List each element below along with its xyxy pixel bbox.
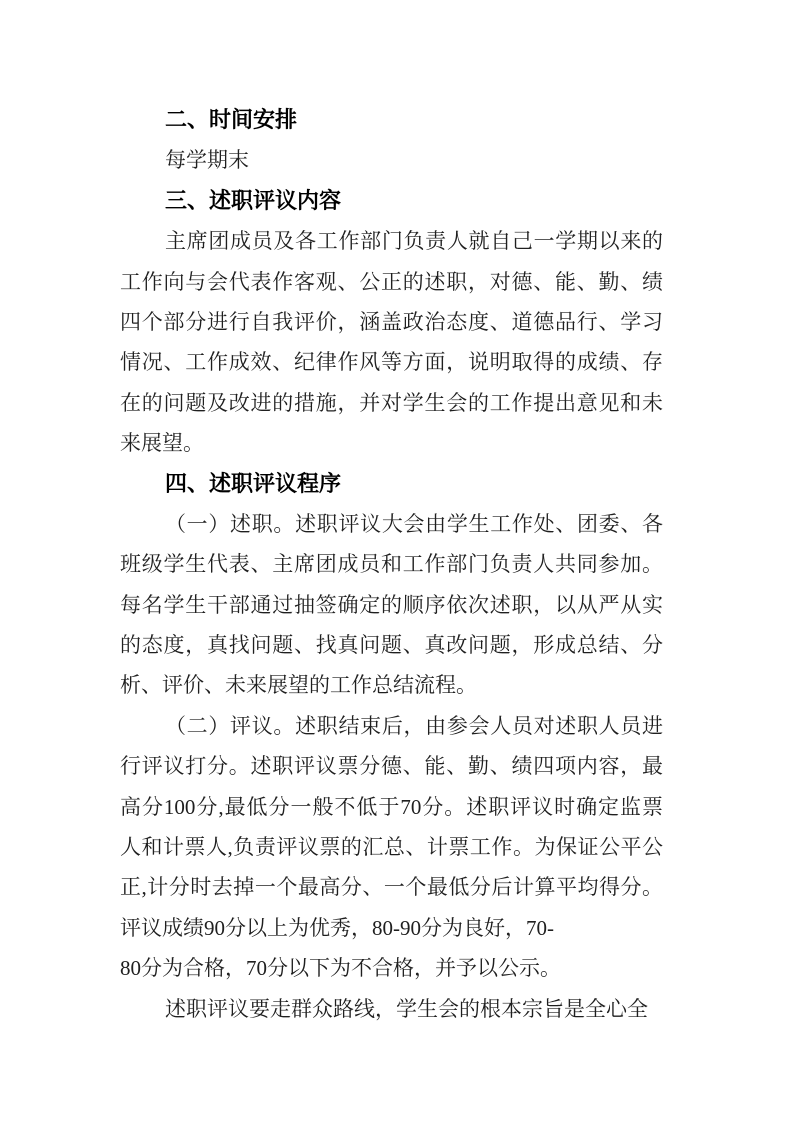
text-line: 正,计分时去掉一个最高分、一个最低分后计算平均得分。 (120, 875, 663, 900)
text-line: 在的问题及改进的措施，并对学生会的工作提出意见和未 (120, 390, 663, 415)
text-line: （一）述职。述职评议大会由学生工作处、团委、各 (165, 511, 663, 536)
text-line: 来展望。 (120, 431, 204, 456)
text-line: 四个部分进行自我评价，涵盖政治态度、道德品行、学习 (120, 309, 663, 334)
text-line: 述职评议要走群众路线，学生会的根本宗旨是全心全 (165, 996, 648, 1021)
text-line: 的态度，真找问题、找真问题、真改问题，形成总结、分 (120, 633, 663, 658)
text-line: 人和计票人,负责评议票的汇总、计票工作。为保证公平公 (120, 835, 663, 860)
section-heading: 四、述职评议程序 (165, 470, 342, 496)
text-line: 析、评价、未来展望的工作总结流程。 (120, 673, 477, 698)
text-line: 80分为合格，70分以下为不合格，并予以公示。 (120, 956, 561, 981)
text-line: 行评议打分。述职评议票分德、能、勤、绩四项内容，最 (120, 754, 663, 779)
text-line: 每学期末 (165, 148, 249, 173)
text-line: （二）评议。述职结束后，由参会人员对述职人员进 (165, 713, 663, 738)
section-heading: 三、述职评议内容 (165, 187, 342, 213)
text-line: 每名学生干部通过抽签确定的顺序依次述职，以从严从实 (120, 592, 663, 617)
section-heading: 二、时间安排 (165, 107, 298, 132)
text-line: 高分100分,最低分一般不低于70分。述职评议时确定监票 (120, 794, 663, 819)
text-line: 主席团成员及各工作部门负责人就自己一学期以来的 (165, 229, 663, 254)
text-line: 评议成绩90分以上为优秀，80-90分为良好，70- (120, 915, 554, 940)
text-line: 工作向与会代表作客观、公正的述职，对德、能、勤、绩 (120, 269, 663, 294)
text-line: 班级学生代表、主席团成员和工作部门负责人共同参加。 (120, 552, 663, 577)
text-line: 情况、工作成效、纪律作风等方面，说明取得的成绩、存 (120, 350, 663, 375)
document-content (120, 100, 663, 1029)
